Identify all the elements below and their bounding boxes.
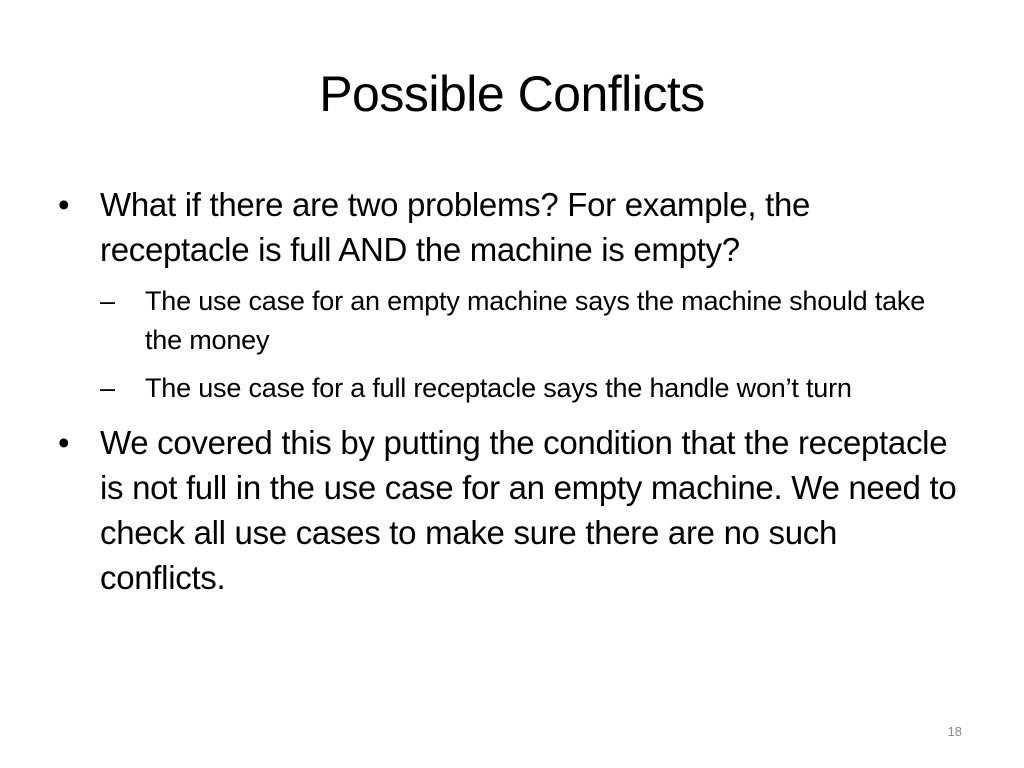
bullet-marker: •: [58, 186, 70, 223]
bullet-text: What if there are two problems? For example, the receptacle is full AND the machine is empty?: [100, 186, 811, 268]
sub-bullet-item: [100, 369, 968, 408]
page-number: 18: [947, 724, 962, 739]
sub-bullet-item: [100, 282, 968, 360]
bullet-text: We covered this by putting the condition that the receptacle is not full in the use case for an empty machine. We need to check all use cases to make sure there are no such conflicts.: [100, 424, 957, 596]
slide-title: Possible Conflicts: [319, 66, 705, 122]
bullet-marker: •: [58, 424, 70, 461]
sub-bullet-text: The use case for an empty machine says the machine should take the money: [145, 286, 926, 355]
slide-body: [58, 182, 968, 600]
sub-bullet-text: The use case for a full receptacle says the handle won’t turn: [145, 373, 852, 403]
sub-bullet-list: [100, 282, 968, 408]
bullet-item: [58, 420, 968, 600]
sub-bullet-marker: –: [100, 286, 115, 316]
bullet-item: [58, 182, 968, 272]
sub-bullet-marker: –: [100, 373, 115, 403]
